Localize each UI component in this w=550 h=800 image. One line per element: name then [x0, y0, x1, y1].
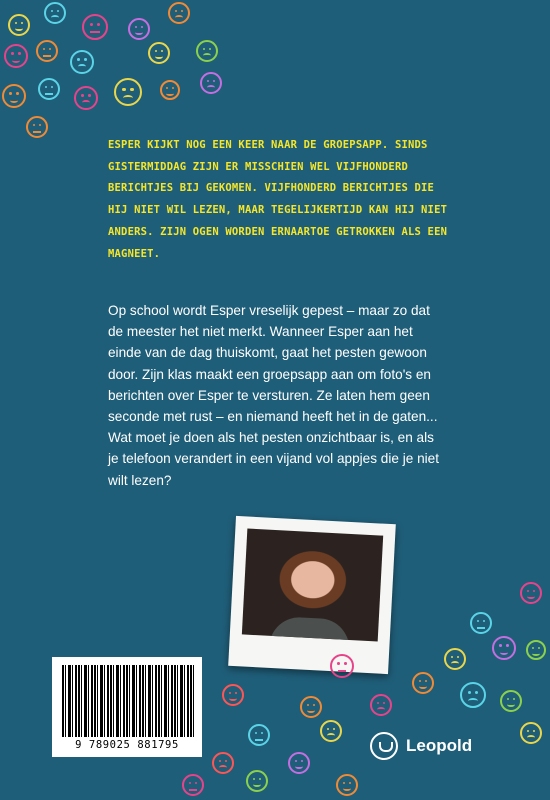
emoji-icon [44, 2, 66, 24]
barcode-number: 9 789025 881795 [75, 739, 179, 751]
barcode-bars [62, 665, 194, 737]
publisher-logo [370, 732, 472, 760]
emoji-icon [500, 690, 522, 712]
barcode [52, 657, 202, 757]
emoji-icon [128, 18, 150, 40]
emoji-icon [8, 14, 30, 36]
emoji-icon [168, 2, 190, 24]
author-photo-frame [228, 516, 396, 674]
emoji-icon [370, 694, 392, 716]
publisher-name: Leopold [406, 736, 473, 755]
emoji-icon [200, 72, 222, 94]
blurb-text: ESPER KIJKT NOG EEN KEER NAAR DE GROEPSAPP. SINDS GISTERMIDDAG ZIJN ER MISSCHIEN WEL VIJFHONDERD BERICHTJES BIJ GEKOMEN. VIJFHONDERD BERICHTJES DIE HIJ NIET WIL LEZEN, MAAR TEGELIJKERTIJD KAN HIJ NIET ANDERS. ZIJN OGEN WORDEN ERNAARTOE GETROKKEN ALS EEN MAGNEET. [108, 139, 448, 260]
emoji-icon [2, 84, 26, 108]
emoji-icon [82, 14, 108, 40]
emoji-icon [160, 80, 180, 100]
emoji-icon [36, 40, 58, 62]
emoji-icon [520, 722, 542, 744]
emoji-icon [222, 684, 244, 706]
emoji-icon [182, 774, 204, 796]
emoji-icon [300, 696, 322, 718]
emoji-icon [330, 654, 354, 678]
lion-icon [370, 732, 398, 760]
emoji-icon [114, 78, 142, 106]
emoji-icon [288, 752, 310, 774]
author-photo [242, 529, 383, 642]
emoji-icon [248, 724, 270, 746]
emoji-icon [148, 42, 170, 64]
emoji-icon [70, 50, 94, 74]
emoji-icon [470, 612, 492, 634]
emoji-icon [492, 636, 516, 660]
emoji-icon [526, 640, 546, 660]
emoji-icon [4, 44, 28, 68]
emoji-icon [246, 770, 268, 792]
emoji-icon [74, 86, 98, 110]
emoji-icon [444, 648, 466, 670]
emoji-icon [520, 582, 542, 604]
description-text: Op school wordt Esper vreselijk gepest – maar zo dat de meester het niet merkt. Wanneer Esper aan het einde van de dag thuiskomt, gaat het pesten gewoon door. Zijn klas maakt een groepsapp aan om foto's en berichten over Esper te versturen. Ze laten hem geen seconde met rust – en niemand heeft het in de gaten... Wat moet je doen als het pesten onzichtbaar is, en als je telefoon verandert in een vijand vol appjes die je niet wilt lezen? [108, 303, 440, 488]
emoji-icon [412, 672, 434, 694]
emoji-icon [196, 40, 218, 62]
emoji-icon [26, 116, 48, 138]
emoji-icon [336, 774, 358, 796]
emoji-icon [460, 682, 486, 708]
emoji-icon [320, 720, 342, 742]
emoji-icon [212, 752, 234, 774]
emoji-icon [38, 78, 60, 100]
